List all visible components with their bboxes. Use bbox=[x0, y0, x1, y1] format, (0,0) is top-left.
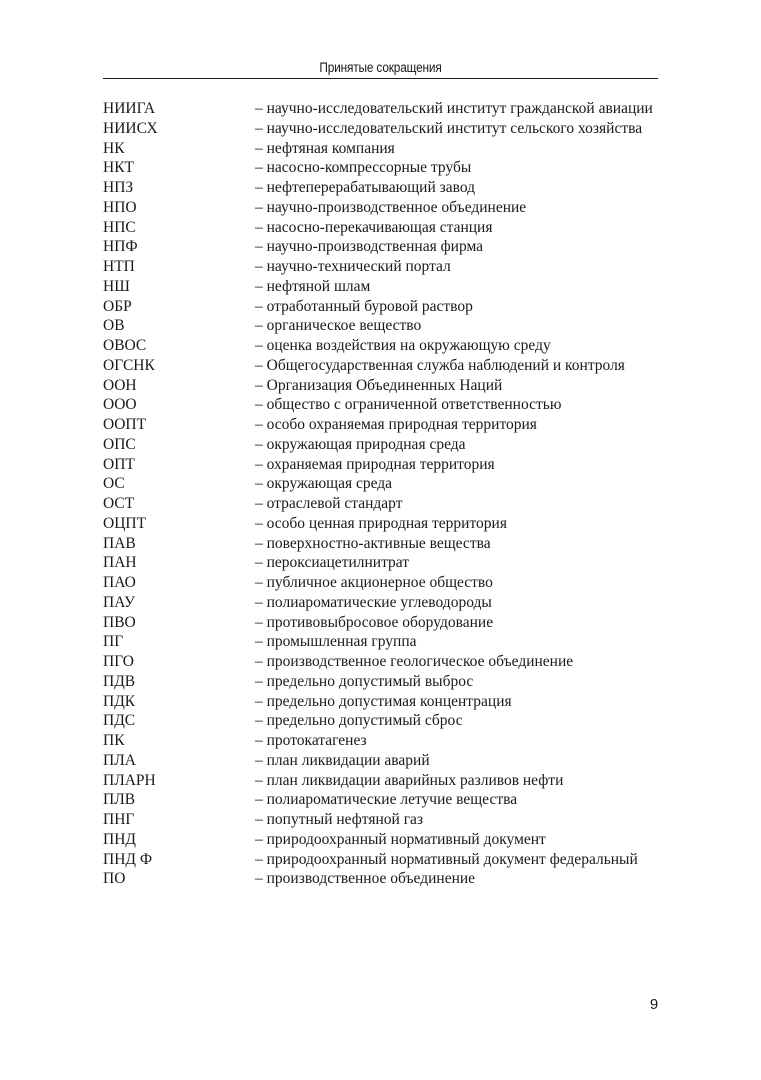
abbreviation-term: ОПС bbox=[103, 435, 136, 453]
abbreviation-definition: – научно-производственная фирма bbox=[255, 238, 484, 256]
abbreviation-entry bbox=[103, 593, 658, 613]
abbreviation-term: ПНД Ф bbox=[103, 850, 153, 868]
abbreviation-definition: – оценка воздействия на окружающую среду bbox=[255, 337, 551, 354]
abbreviation-term: ПЛВ bbox=[103, 791, 136, 809]
abbreviation-term: ПДВ bbox=[103, 672, 136, 690]
abbreviation-definition: – научно-производственное объединение bbox=[255, 198, 527, 216]
abbreviation-entry bbox=[103, 731, 658, 751]
abbreviation-definition: – природоохранный нормативный документ федеральный bbox=[255, 850, 638, 868]
abbreviation-entry bbox=[103, 534, 658, 554]
abbreviation-entry bbox=[103, 613, 658, 633]
abbreviation-entry bbox=[103, 494, 658, 514]
abbreviation-term: ОБР bbox=[103, 297, 132, 315]
abbreviation-term: НПС bbox=[103, 218, 136, 236]
abbreviation-term: ПАО bbox=[103, 574, 136, 591]
abbreviation-term: ООО bbox=[103, 396, 137, 414]
abbreviation-definition: – особо ценная природная территория bbox=[255, 514, 507, 532]
abbreviation-definition: – охраняемая природная территория bbox=[255, 455, 495, 473]
abbreviation-entry bbox=[103, 415, 658, 435]
abbreviation-entry bbox=[103, 336, 658, 356]
abbreviation-definition: – общество с ограниченной ответственностью bbox=[255, 396, 562, 414]
abbreviation-definition: – предельно допустимая концентрация bbox=[255, 692, 512, 710]
abbreviation-list bbox=[103, 99, 658, 889]
abbreviation-entry bbox=[103, 810, 658, 830]
abbreviation-definition: – промышленная группа bbox=[255, 633, 417, 651]
abbreviation-entry bbox=[103, 514, 658, 534]
abbreviation-entry bbox=[103, 99, 658, 119]
abbreviation-term: ОПТ bbox=[103, 455, 135, 473]
abbreviation-term: ОГСНК bbox=[103, 356, 155, 374]
abbreviation-definition: – поверхностно-активные вещества bbox=[255, 534, 491, 552]
abbreviation-term: ПО bbox=[103, 870, 126, 888]
abbreviation-term: НКТ bbox=[103, 159, 134, 177]
abbreviation-term: ОЦПТ bbox=[103, 514, 147, 532]
abbreviation-definition: – насосно-компрессорные трубы bbox=[255, 159, 472, 177]
abbreviation-entry bbox=[103, 158, 658, 178]
abbreviation-entry bbox=[103, 692, 658, 712]
abbreviation-entry bbox=[103, 316, 658, 336]
abbreviation-entry bbox=[103, 198, 658, 218]
abbreviation-entry bbox=[103, 790, 658, 810]
abbreviation-term: ПВО bbox=[103, 613, 136, 631]
abbreviation-definition: – окружающая природная среда bbox=[255, 435, 466, 453]
abbreviation-term: НИИСХ bbox=[103, 119, 158, 137]
page-number: 9 bbox=[649, 996, 659, 1013]
abbreviation-term: ПАУ bbox=[103, 593, 135, 611]
abbreviation-term: ПГ bbox=[103, 633, 124, 651]
abbreviation-term: ОВОС bbox=[103, 337, 147, 354]
abbreviation-term: НПЗ bbox=[103, 179, 134, 196]
abbreviation-term: ПЛА bbox=[103, 751, 136, 769]
abbreviation-entry bbox=[103, 672, 658, 692]
abbreviation-definition: – окружающая среда bbox=[255, 475, 393, 493]
abbreviation-entry bbox=[103, 632, 658, 652]
header-rule bbox=[103, 78, 658, 79]
abbreviation-term: ОВ bbox=[103, 317, 125, 335]
abbreviation-entry bbox=[103, 395, 658, 415]
abbreviation-term: ПК bbox=[103, 732, 125, 749]
abbreviation-definition: – насосно-перекачивающая станция bbox=[255, 218, 493, 236]
abbreviation-term: ОСТ bbox=[103, 495, 135, 512]
abbreviation-term: ООПТ bbox=[103, 416, 147, 433]
abbreviation-entry bbox=[103, 711, 658, 731]
abbreviation-term: ПАВ bbox=[103, 534, 136, 552]
abbreviation-definition: – нефтяной шлам bbox=[255, 277, 371, 295]
abbreviation-entry bbox=[103, 474, 658, 494]
abbreviation-entry bbox=[103, 356, 658, 376]
abbreviation-definition: – природоохранный нормативный документ bbox=[255, 830, 546, 848]
running-head-title: Принятые сокращения bbox=[319, 60, 442, 75]
abbreviation-term: ПДС bbox=[103, 712, 136, 730]
abbreviation-definition: – нефтеперерабатывающий завод bbox=[255, 179, 476, 196]
abbreviation-entry bbox=[103, 119, 658, 139]
abbreviation-definition: – нефтяная компания bbox=[255, 139, 395, 157]
abbreviation-entry bbox=[103, 869, 658, 889]
abbreviation-entry bbox=[103, 850, 658, 870]
abbreviation-definition: – протокатагенез bbox=[255, 732, 367, 749]
abbreviation-entry bbox=[103, 455, 658, 475]
abbreviation-definition: – противовыбросовое оборудование bbox=[255, 613, 494, 631]
abbreviation-term: НПО bbox=[103, 198, 137, 216]
abbreviation-definition: – план ликвидации аварийных разливов нефти bbox=[255, 771, 564, 789]
abbreviation-definition: – пероксиацетилнитрат bbox=[255, 554, 410, 572]
abbreviation-entry bbox=[103, 257, 658, 277]
abbreviation-definition: – Организация Объединенных Наций bbox=[255, 376, 503, 394]
abbreviation-definition: – производственное геологическое объединение bbox=[255, 653, 574, 670]
abbreviation-term: ПНД bbox=[103, 830, 136, 848]
abbreviation-definition: – полиароматические летучие вещества bbox=[255, 791, 518, 809]
abbreviation-entry bbox=[103, 237, 658, 257]
abbreviation-definition: – попутный нефтяной газ bbox=[255, 811, 424, 828]
abbreviation-term: НК bbox=[103, 139, 125, 157]
abbreviation-entry bbox=[103, 297, 658, 317]
abbreviation-definition: – производственное объединение bbox=[255, 870, 476, 888]
abbreviation-entry bbox=[103, 771, 658, 791]
abbreviation-entry bbox=[103, 652, 658, 672]
abbreviation-entry bbox=[103, 830, 658, 850]
abbreviation-definition: – особо охраняемая природная территория bbox=[255, 416, 537, 433]
abbreviation-term: ОС bbox=[103, 475, 125, 493]
abbreviation-definition: – научно-исследовательский институт сельского хозяйства bbox=[255, 119, 643, 137]
abbreviation-definition: – органическое вещество bbox=[255, 317, 422, 335]
abbreviation-term: ПАН bbox=[103, 554, 137, 572]
abbreviation-term: ПГО bbox=[103, 653, 134, 670]
abbreviation-definition: – публичное акционерное общество bbox=[255, 574, 493, 591]
abbreviation-definition: – полиароматические углеводороды bbox=[255, 593, 492, 611]
abbreviation-definition: – предельно допустимый выброс bbox=[255, 672, 474, 690]
abbreviation-entry bbox=[103, 218, 658, 238]
abbreviation-term: ПНГ bbox=[103, 811, 135, 828]
abbreviation-definition: – научно-технический портал bbox=[255, 258, 451, 275]
abbreviation-entry bbox=[103, 435, 658, 455]
abbreviation-term: ООН bbox=[103, 376, 137, 394]
abbreviation-entry bbox=[103, 277, 658, 297]
abbreviation-entry bbox=[103, 178, 658, 198]
abbreviation-term: ПЛАРН bbox=[103, 771, 156, 789]
abbreviation-term: НТП bbox=[103, 258, 135, 275]
abbreviation-entry bbox=[103, 573, 658, 593]
abbreviation-term: НИИГА bbox=[103, 100, 156, 117]
abbreviation-entry bbox=[103, 139, 658, 159]
abbreviation-definition: – предельно допустимый сброс bbox=[255, 712, 463, 730]
abbreviation-term: НПФ bbox=[103, 238, 138, 256]
abbreviation-definition: – план ликвидации аварий bbox=[255, 751, 430, 769]
abbreviation-entry bbox=[103, 751, 658, 771]
abbreviation-term: НШ bbox=[103, 277, 130, 295]
abbreviation-entry bbox=[103, 376, 658, 396]
abbreviation-definition: – отработанный буровой раствор bbox=[255, 297, 473, 315]
abbreviation-term: ПДК bbox=[103, 692, 136, 710]
abbreviation-definition: – научно-исследовательский институт гражданской авиации bbox=[255, 100, 653, 117]
abbreviation-definition: – отраслевой стандарт bbox=[255, 495, 403, 512]
abbreviation-definition: – Общегосударственная служба наблюдений и контроля bbox=[255, 356, 625, 374]
abbreviation-entry bbox=[103, 553, 658, 573]
